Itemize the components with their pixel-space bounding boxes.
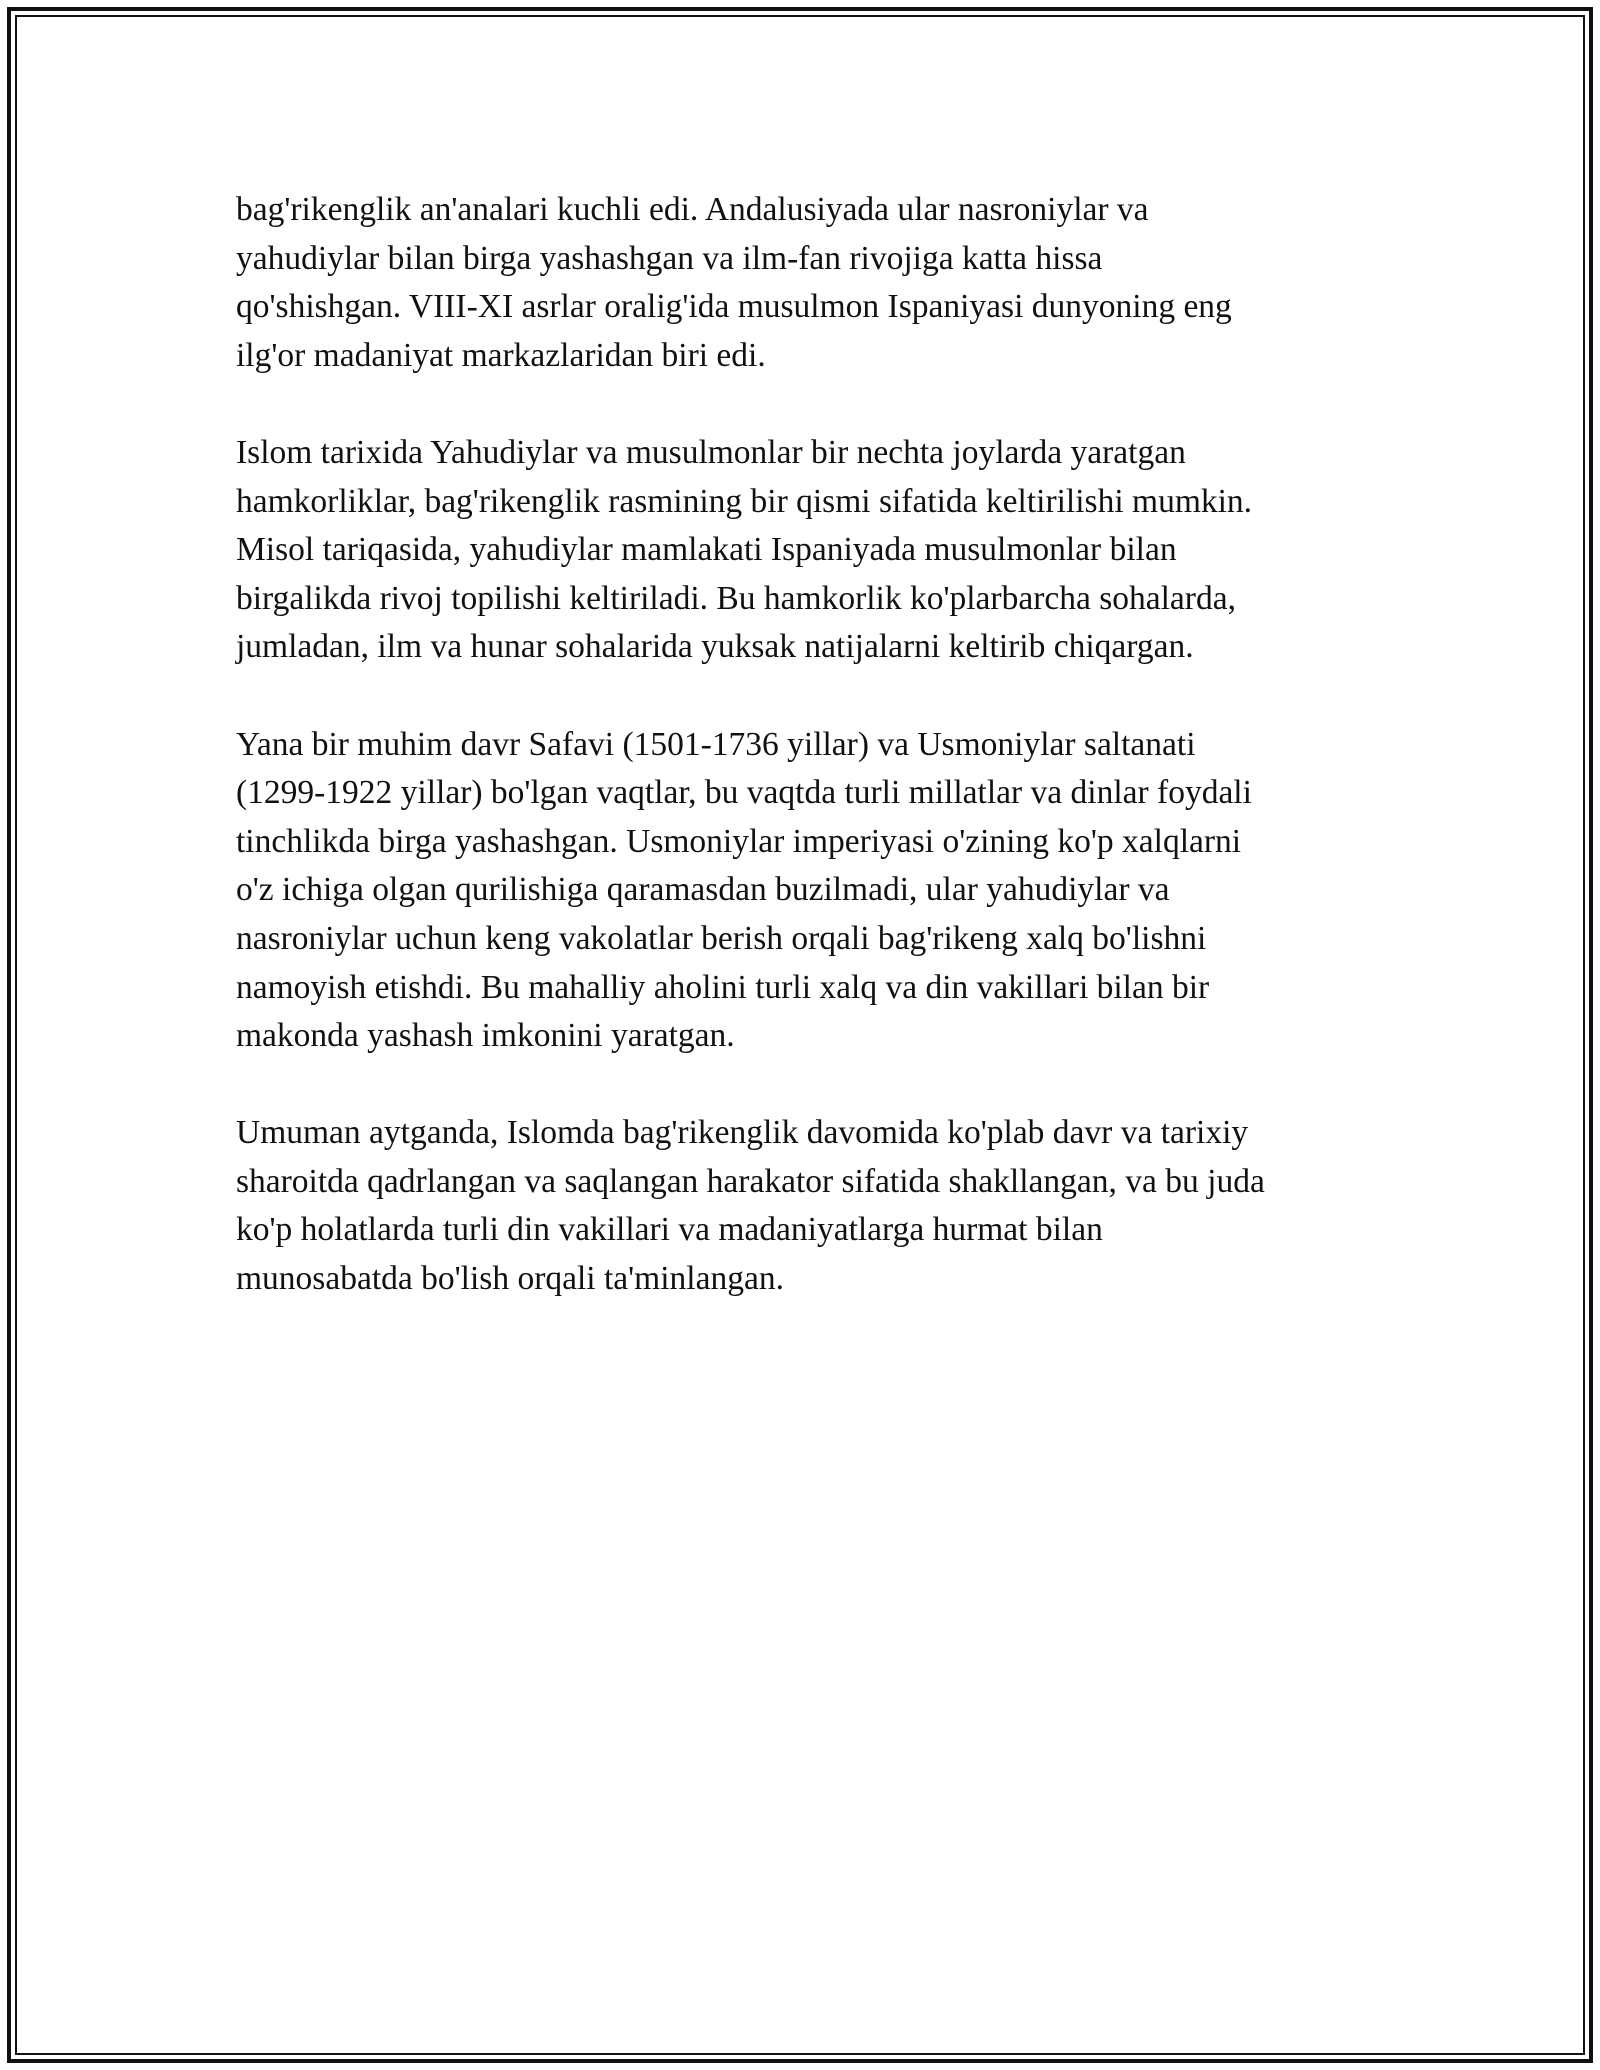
paragraph-andalusia: bag'rikenglik an'analari kuchli edi. Andalusiyada ular nasroniylar va yahudiylar bilan birga yashashgan va ilm-fan rivojiga katta hissa qo'shishgan. VIII-XI asrlar oralig'ida musulmon Ispaniyasi dunyoning eng ilg'or madaniyat markazlaridan biri edi. <box>236 191 1232 374</box>
paragraph-safavid-ottoman: Yana bir muhim davr Safavi (1501-1736 yillar) va Usmoniylar saltanati (1299-1922 yillar) bo'lgan vaqtlar, bu vaqtda turli millatlar va dinlar foydali tinchlikda birga yashashgan. Usmoniylar imperiyasi o'zining ko'p xalqlarni o'z ichiga olgan qurilishiga qaramasdan buzilmadi, ular yahudiylar va nasroniylar uchun keng vakolatlar berish orqali bag'rikeng xalq bo'lishni namoyish etishdi. Bu mahalliy aholini turli xalq va din vakillari bilan bir makonda yashash imkonini yaratgan. <box>236 725 1252 1055</box>
paragraph-jewish-muslim-cooperation: Islom tarixida Yahudiylar va musulmonlar bir nechta joylarda yaratgan hamkorliklar, bag'rikenglik rasmining bir qismi sifatida keltirilishi mumkin. Misol tariqasida, yahudiylar mamlakati Ispaniyada musulmonlar bilan birgalikda rivoj topilishi keltiriladi. Bu hamkorlik ko'plarbarcha sohalarda, jumladan, ilm va hunar sohalarida yuksak natijalarni keltirib chiqargan. <box>236 433 1253 666</box>
paragraph-conclusion: Umuman aytganda, Islomda bag'rikenglik davomida ko'plab davr va tarixiy sharoitda qadrlangan va saqlangan harakator sifatida shakllangan, va bu juda ko'p holatlarda turli din vakillari va madaniyatlarga hurmat bilan munosabatda bo'lish orqali ta'minlangan. <box>236 1114 1265 1298</box>
document-body <box>236 186 1376 1352</box>
